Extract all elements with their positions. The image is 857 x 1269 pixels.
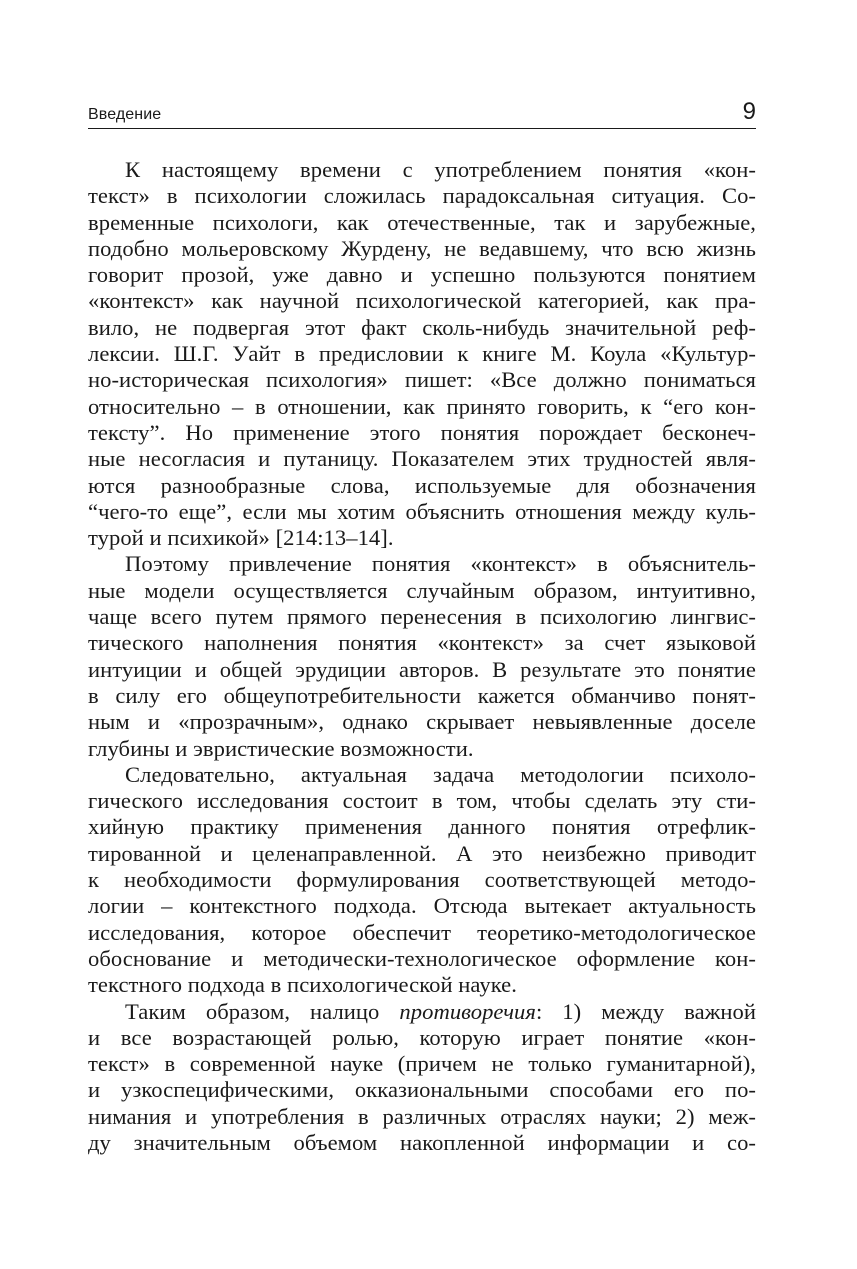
text-line: гического исследования состоит в том, чтобы сделать эту сти- bbox=[88, 788, 756, 814]
text-line: глубины и эвристические возможности. bbox=[88, 735, 474, 761]
text-line: лексии. Ш.Г. Уайт в предисловии к книге М. Коула «Культур- bbox=[88, 341, 756, 367]
text-line: тированной и целенаправленной. А это неизбежно приводит bbox=[88, 840, 756, 866]
text-line: тексту”. Но применение этого понятия порождает бесконеч- bbox=[88, 419, 756, 445]
text-line bbox=[88, 999, 756, 1025]
text-line: текстного подхода в психологической науке. bbox=[88, 972, 517, 998]
text-line: К настоящему времени с употреблением понятия «кон- bbox=[125, 157, 756, 182]
text-line: к необходимости формулирования соответствующей методо- bbox=[88, 867, 756, 893]
text-line: турой и психикой» [214:13–14]. bbox=[88, 525, 394, 551]
text-line: ные модели осуществляется случайным образом, интуитивно, bbox=[88, 577, 756, 603]
text-line: обоснование и методически-технологическое оформление кон- bbox=[88, 945, 756, 971]
text-line: текст» в психологии сложилась парадоксальная ситуация. Со- bbox=[88, 183, 756, 209]
text-line: ются разнообразные слова, используемые для обозначения bbox=[88, 472, 756, 498]
text-line: но-историческая психология» пишет: «Все должно пониматься bbox=[88, 367, 756, 393]
text-line: вило, не подвергая этот факт сколь-нибудь значительной реф- bbox=[88, 314, 756, 340]
paragraph-4 bbox=[88, 999, 756, 1157]
text-line: относительно – в отношении, как принято говорить, к “его кон- bbox=[88, 393, 756, 419]
section-title: Введение bbox=[88, 106, 162, 123]
text-line: и узкоспецифическими, окказиональными способами его по- bbox=[88, 1077, 756, 1103]
text-line: тического наполнения понятия «контекст» за счет языковой bbox=[88, 630, 756, 656]
text-line: исследования, которое обеспечит теоретико-методологическое bbox=[88, 919, 756, 945]
italic-term: противоречия bbox=[399, 998, 536, 1024]
text-line: нимания и употребления в различных отраслях науки; 2) меж- bbox=[88, 1103, 756, 1129]
text-line: Следовательно, актуальная задача методологии психоло- bbox=[125, 761, 756, 787]
text-line: ные несогласия и путаницу. Показателем этих трудностей явля- bbox=[88, 446, 756, 472]
text-line: логии – контекстного подхода. Отсюда вытекает актуальность bbox=[88, 893, 756, 919]
paragraph-3 bbox=[88, 762, 756, 999]
text-line: текст» в современной науке (причем не только гуманитарной), bbox=[88, 1051, 756, 1077]
text-line: хийную практику применения данного понятия отрефлик- bbox=[88, 814, 756, 840]
text-line: в силу его общеупотребительности кажется обманчиво понят- bbox=[88, 682, 756, 708]
body-text bbox=[88, 157, 756, 1156]
text-line: подобно мольеровскому Журдену, не ведавшему, что всю жизнь bbox=[88, 235, 756, 261]
paragraph-1 bbox=[88, 157, 756, 551]
text-line: ду значительным объемом накопленной информации и со- bbox=[88, 1129, 756, 1155]
text-line: ным и «прозрачным», однако скрывает невыявленные доселе bbox=[88, 709, 756, 735]
page-number: 9 bbox=[742, 98, 756, 125]
text-line: «контекст» как научной психологической категорией, как пра- bbox=[88, 288, 756, 314]
running-header bbox=[88, 96, 756, 129]
text-fragment: Таким образом, налицо bbox=[125, 998, 400, 1024]
text-fragment: : 1) между важной bbox=[535, 998, 756, 1024]
text-line: “чего-то еще”, если мы хотим объяснить отношения между куль- bbox=[88, 498, 756, 524]
text-line: временные психологи, как отечественные, так и зарубежные, bbox=[88, 209, 756, 235]
text-line: говорит прозой, уже давно и успешно пользуются понятием bbox=[88, 262, 756, 288]
text-line: Поэтому привлечение понятия «контекст» в объяснитель- bbox=[125, 551, 756, 577]
text-line: интуиции и общей эрудиции авторов. В результате это понятие bbox=[88, 656, 756, 682]
text-line: и все возрастающей ролью, которую играет понятие «кон- bbox=[88, 1024, 756, 1050]
text-line: чаще всего путем прямого перенесения в психологию лингвис- bbox=[88, 604, 756, 630]
paragraph-2 bbox=[88, 551, 756, 761]
